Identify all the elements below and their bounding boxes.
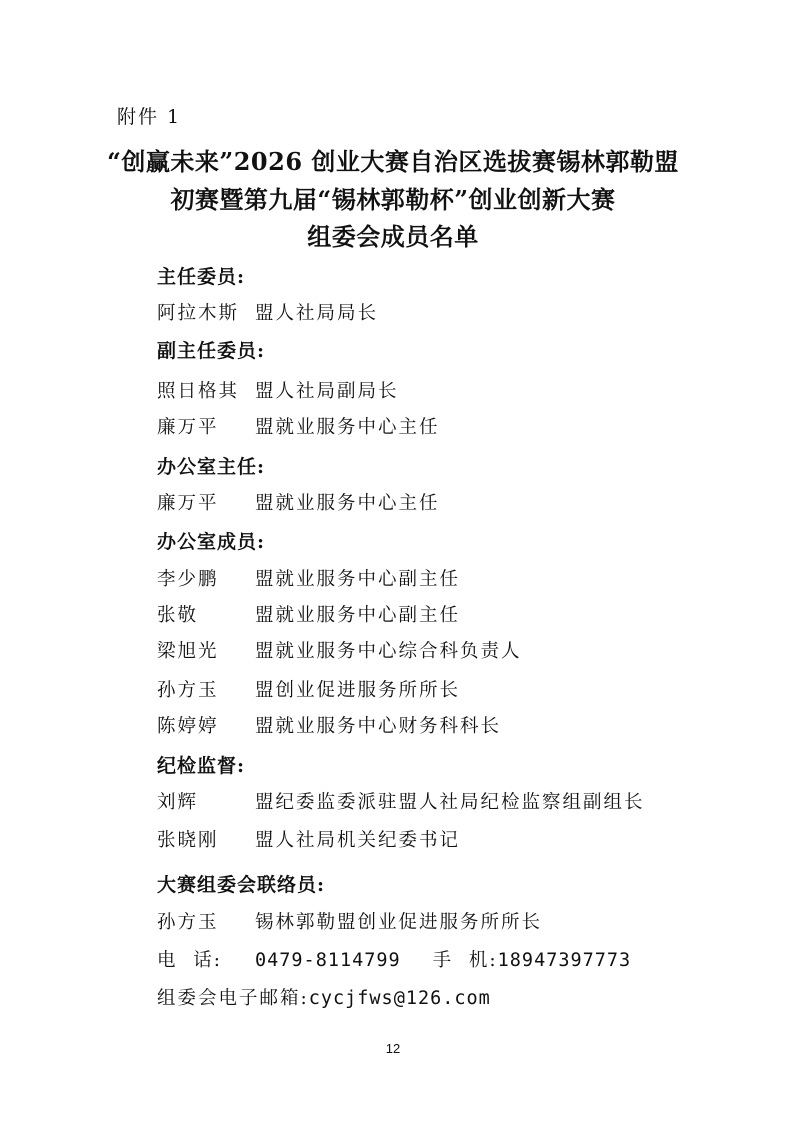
mobile-number: 18947397773 — [497, 950, 632, 971]
member-name: 梁旭光 — [157, 641, 219, 662]
member-name: 廉万平 — [157, 417, 219, 438]
member-role: 盟创业促进服务所所长 — [255, 680, 461, 701]
phone-label: 电 话: — [157, 950, 222, 971]
email-label: 组委会电子邮箱: — [157, 988, 309, 1009]
member-role: 盟人社局副局长 — [255, 381, 399, 402]
mobile-label: 手 机: — [432, 950, 498, 971]
member-role: 盟就业服务中心综合科负责人 — [255, 641, 522, 662]
member-name: 张晓刚 — [157, 830, 219, 851]
page-number: 12 — [385, 1041, 401, 1056]
section-heading-discipline: 纪检监督: — [157, 755, 246, 777]
title-line-1: “创赢未来”2026 创业大赛自治区选拔赛锡林郭勒盟 — [107, 147, 679, 176]
member-row — [157, 826, 460, 852]
member-name: 陈婷婷 — [157, 716, 219, 737]
member-name: 阿拉木斯 — [157, 303, 240, 324]
phone-row — [157, 946, 631, 972]
member-row — [157, 908, 542, 934]
member-name: 照日格其 — [157, 381, 240, 402]
member-name: 刘辉 — [157, 792, 199, 813]
member-role: 盟就业服务中心主任 — [255, 417, 440, 438]
title-line-3: 组委会成员名单 — [307, 222, 479, 251]
member-role: 锡林郭勒盟创业促进服务所所长 — [255, 912, 543, 933]
phone-number: 0479-8114799 — [255, 950, 401, 971]
member-role: 盟就业服务中心财务科科长 — [255, 716, 502, 737]
section-heading-office-members: 办公室成员: — [157, 531, 266, 553]
member-name: 李少鹏 — [157, 569, 219, 590]
member-row — [157, 489, 440, 515]
member-name: 张敬 — [157, 605, 199, 626]
member-role: 盟人社局局长 — [255, 303, 379, 324]
member-row — [157, 413, 440, 439]
section-heading-director: 主任委员: — [157, 266, 246, 288]
member-row — [157, 601, 460, 627]
member-row — [157, 788, 645, 814]
member-role: 盟纪委监委派驻盟人社局纪检监察组副组长 — [255, 792, 645, 813]
member-row — [157, 676, 460, 702]
member-role: 盟就业服务中心副主任 — [255, 605, 461, 626]
member-row — [157, 712, 501, 738]
title-line-2: 初赛暨第九届“锡林郭勒杯”创业创新大赛 — [170, 185, 616, 214]
member-row — [157, 299, 378, 325]
section-heading-office-head: 办公室主任: — [157, 456, 266, 478]
member-name: 孙方玉 — [157, 680, 219, 701]
section-heading-vice-director: 副主任委员: — [157, 340, 266, 362]
attachment-label: 附件 1 — [117, 106, 182, 128]
email-row — [157, 984, 491, 1010]
section-heading-liaison: 大赛组委会联络员: — [157, 874, 326, 896]
member-row — [157, 377, 399, 403]
member-row — [157, 637, 522, 663]
member-role: 盟就业服务中心副主任 — [255, 569, 461, 590]
member-name: 廉万平 — [157, 493, 219, 514]
member-role: 盟人社局机关纪委书记 — [255, 830, 461, 851]
email-address: cycjfws@126.com — [308, 988, 491, 1009]
member-row — [157, 565, 460, 591]
member-role: 盟就业服务中心主任 — [255, 493, 440, 514]
member-name: 孙方玉 — [157, 912, 219, 933]
